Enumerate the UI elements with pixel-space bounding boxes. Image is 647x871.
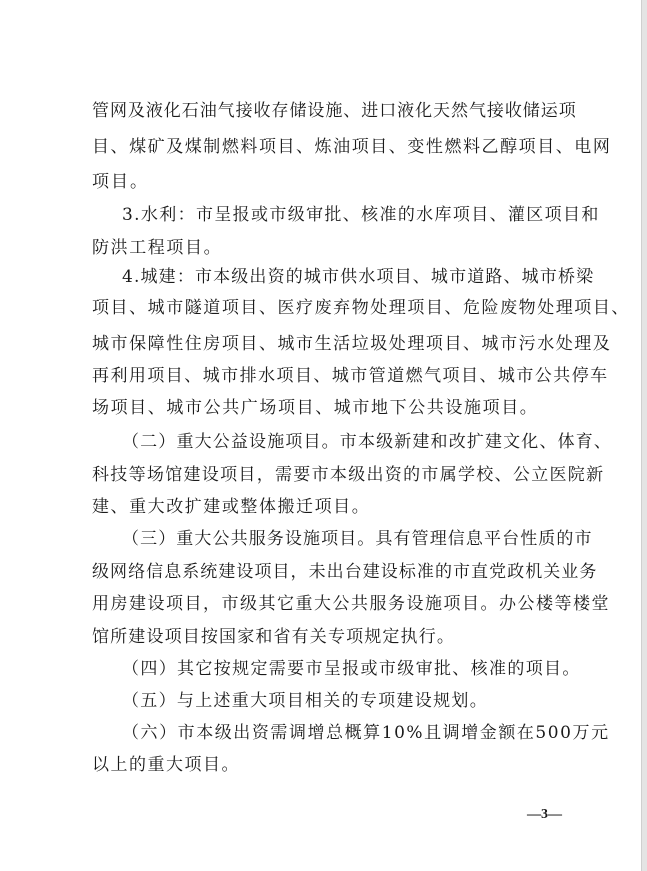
- text-line-10: 场项目、城市公共广场项目、城市地下公共设施项目。: [92, 398, 539, 418]
- page-number: —3—: [527, 807, 562, 822]
- text-line-6: 4.城建：市本级出资的城市供水项目、城市道路、城市桥梁: [122, 267, 595, 287]
- text-line-11: （二）重大公益设施项目。市本级新建和改扩建文化、体育、: [122, 432, 613, 452]
- text-line-4: 3.水利：市呈报或市级审批、核准的水库项目、灌区项目和: [122, 205, 600, 225]
- text-line-5: 防洪工程项目。: [92, 238, 223, 258]
- text-line-8: 城市保障性住房项目、城市生活垃圾处理项目、城市污水处理及: [92, 334, 612, 354]
- text-line-20: （六）市本级出资需调增总概算10%且调增金额在500万元: [122, 723, 610, 743]
- text-line-14: （三）重大公共服务设施项目。具有管理信息平台性质的市: [122, 529, 593, 549]
- text-line-2: 目、煤矿及煤制燃料项目、炼油项目、变性燃料乙醇项目、电网: [92, 137, 612, 157]
- text-line-16: 用房建设项目，市级其它重大公共服务设施项目。办公楼等楼堂: [92, 594, 610, 614]
- text-line-1: 管网及液化石油气接收存储设施、进口液化天然气接收储运项: [92, 101, 577, 121]
- text-line-18: （四）其它按规定需要市呈报或市级审批、核准的项目。: [122, 659, 581, 679]
- text-line-12: 科技等场馆建设项目，需要市本级出资的市属学校、公立医院新: [92, 465, 605, 485]
- text-line-15: 级网络信息系统建设项目，未出台建设标准的市直党政机关业务: [92, 562, 598, 582]
- text-line-3: 项目。: [92, 172, 149, 192]
- text-line-17: 馆所建设项目按国家和省有关专项规定执行。: [92, 627, 455, 647]
- text-line-21: 以上的重大项目。: [92, 755, 240, 775]
- text-line-19: （五）与上述重大项目相关的专项建设规划。: [122, 691, 488, 711]
- text-line-7: 项目、城市隧道项目、医疗废弃物处理项目、危险废物处理项目、: [92, 298, 630, 318]
- text-line-13: 建、重大改扩建或整体搬迁项目。: [92, 497, 371, 517]
- text-line-9: 再利用项目、城市排水项目、城市管道燃气项目、城市公共停车: [92, 366, 609, 386]
